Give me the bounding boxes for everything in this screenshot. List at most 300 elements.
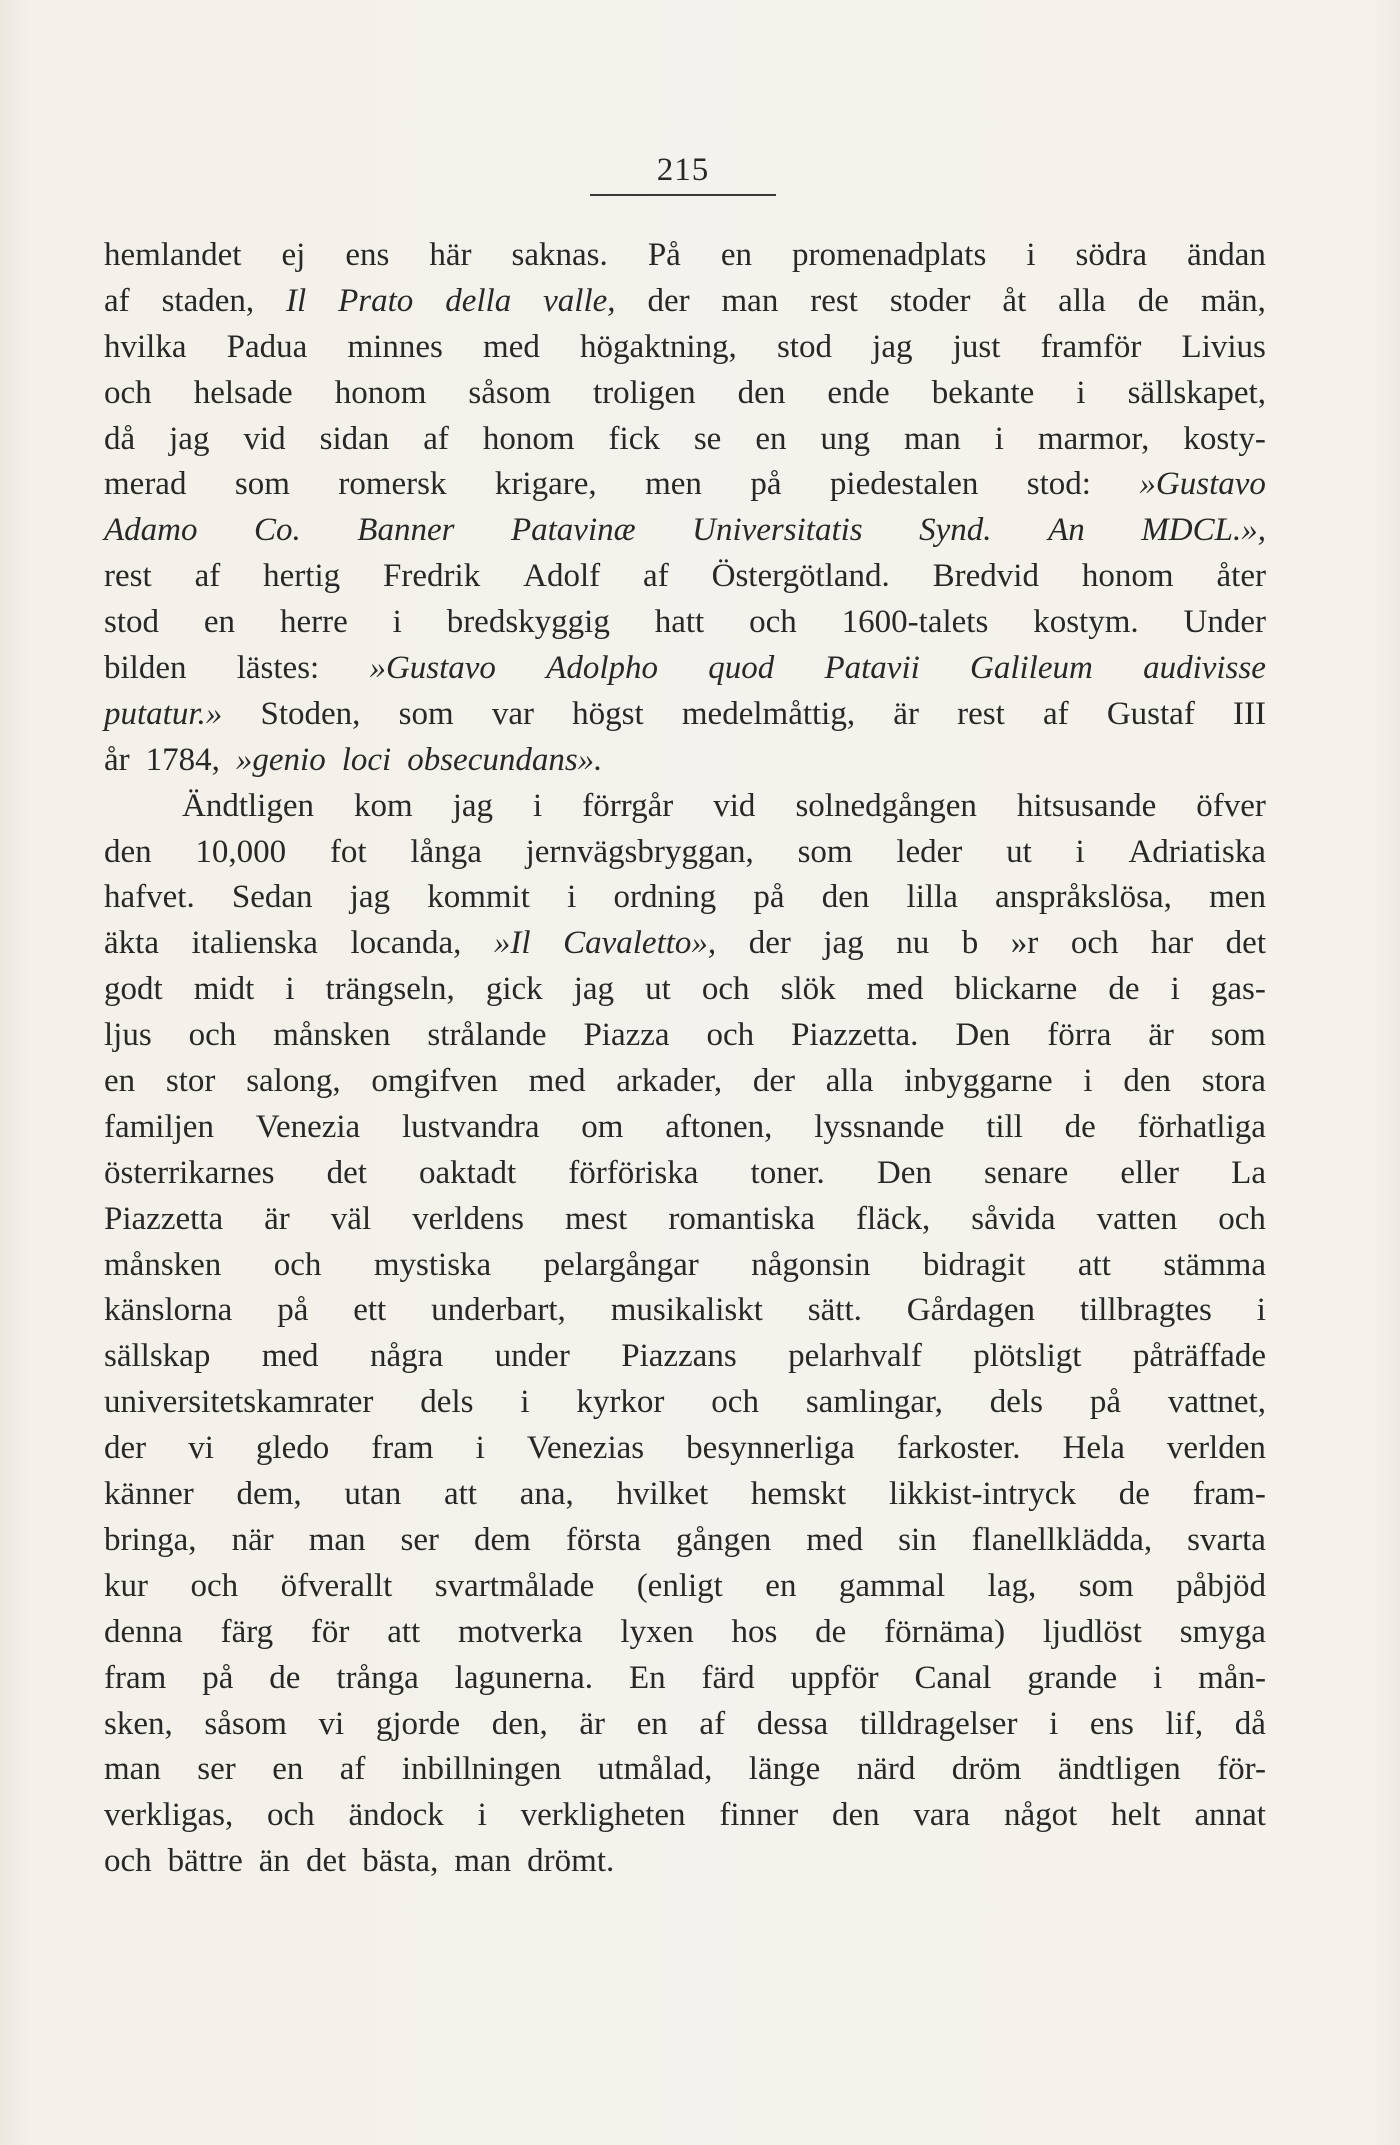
word: verlden [1166,1430,1266,1467]
text-line [104,417,1266,463]
word: gången [675,1521,772,1558]
word: Den [876,1154,932,1191]
word: jag [573,971,615,1008]
word: dröm [951,1751,1022,1788]
word: förhatliga [1137,1108,1266,1145]
word: i [1026,237,1036,273]
word: Sedan [231,879,313,916]
word: pelargångar [543,1246,699,1283]
word: har [1151,925,1194,962]
word: än [258,1843,290,1880]
word: för- [1217,1751,1266,1788]
word: solnedgången [795,787,977,824]
word: besynnerliga [686,1430,855,1467]
word: påbjöd [1176,1567,1266,1604]
text-line [104,508,1266,554]
word: vatten [1096,1200,1178,1237]
word: Gårdagen [906,1292,1036,1329]
word: på [753,879,785,916]
word: kyrkor [576,1384,665,1421]
word: den [831,1797,880,1834]
word: rest [810,282,858,319]
word: smyga [1179,1613,1266,1650]
text-line [104,554,1266,600]
word: såvida [971,1200,1056,1237]
text-line [104,1334,1266,1380]
word: de [269,1659,301,1696]
word: helsade [193,374,293,411]
word: af [423,420,449,457]
word: var [491,695,534,732]
word: de [1118,1476,1150,1513]
word: en [720,237,752,273]
word: Patavinæ [510,512,636,549]
word: södra [1075,237,1148,273]
word: »Gustavo [1139,466,1266,503]
text-line [104,738,1266,784]
word: är [1148,1017,1174,1054]
word: att [1077,1246,1111,1283]
word: jag [349,879,391,916]
word: färg [220,1613,274,1650]
word: jernvägsbryggan, [525,833,754,870]
word: Piazzetta. [791,1017,919,1054]
word: universitetskamrater [104,1384,374,1421]
word: länge [748,1751,821,1788]
word: samlingar, [805,1384,943,1421]
word: eller [1120,1154,1180,1191]
word: farkoster. [896,1430,1021,1467]
word: månsken [273,1017,391,1054]
word: åter [1216,558,1266,595]
word: inbillningen [401,1751,562,1788]
word: påträffade [1132,1338,1266,1375]
word: någonsin [751,1246,871,1283]
word: man [903,420,961,457]
word: loci [341,741,392,778]
word: omgifven [371,1063,498,1100]
word: gjorde [375,1705,461,1742]
word: Piazzetta [104,1200,224,1237]
word: stoder [889,282,971,319]
word: dels [989,1384,1043,1421]
word: lif, [1165,1705,1204,1742]
word: öfver [1196,787,1266,824]
text-line [104,1380,1266,1426]
word: Ändtligen [182,787,314,824]
word: af [643,558,669,595]
word: och [104,374,152,411]
text-line [104,784,1266,830]
page-header [590,150,776,196]
word: finner [719,1797,799,1834]
word: och [749,604,797,641]
word: färd [701,1659,755,1696]
word: Cavaletto», [563,925,717,962]
word: en [272,1751,304,1788]
word: valle, [543,282,616,319]
word: man [104,1751,161,1788]
word: några [369,1338,444,1375]
word: den [737,374,786,411]
word: ändock [348,1797,444,1834]
word: högaktning, [580,328,737,365]
word: dessa [756,1705,829,1742]
word: i [285,971,295,1008]
text-line [104,1105,1266,1151]
word: Livius [1181,328,1266,365]
word: Venezias [526,1430,645,1467]
word: jag [452,787,494,824]
word: i [1256,1292,1266,1329]
word: Il [286,282,307,319]
word: bringa, [104,1521,197,1558]
word: flanellklädda, [971,1521,1153,1558]
word: som [398,695,454,732]
word: hitsusande [1016,787,1157,824]
word: utmålad, [597,1751,713,1788]
word: stor [165,1063,216,1100]
word: plötsligt [973,1338,1082,1375]
word: Hela [1062,1430,1125,1467]
word: i [477,1797,487,1834]
word: bredskyggig [446,604,610,641]
word: sidan [319,420,390,457]
word: ens [1089,1705,1134,1742]
word: att [443,1476,477,1513]
text-line [104,692,1266,738]
text-line [104,1013,1266,1059]
word: På [647,237,681,273]
word: mystiska [373,1246,492,1283]
word: lustvandra [402,1108,540,1145]
word: III [1233,695,1266,732]
header-rule [590,194,776,196]
text-line [104,1656,1266,1702]
word: rest [104,558,152,595]
word: salong, [246,1063,341,1100]
word: Patavii [824,650,920,687]
word: hafvet. [104,879,195,916]
word: Co. [254,512,301,549]
text-line [104,1059,1266,1105]
word: leder [896,833,963,870]
word: dem, [236,1476,302,1513]
word: godt [104,971,163,1008]
word: midt [193,971,255,1008]
word: bidragit [922,1246,1026,1283]
word: Adamo [104,512,198,549]
word: framför [1040,328,1142,365]
word: Den [955,1017,1011,1054]
text-line [104,1747,1266,1793]
word: hertig [263,558,341,595]
word: med [261,1338,319,1375]
word: den, [491,1705,548,1742]
word: öfverallt [280,1567,393,1604]
word: ser [197,1751,236,1788]
word: jag [872,328,913,365]
word: men [645,466,702,503]
text-line [104,1472,1266,1518]
word: på [202,1659,234,1696]
text-line [104,462,1266,508]
word: Adriatiska [1128,833,1266,870]
word: vara [913,1797,971,1834]
word: saknas. [511,237,608,273]
text-line [104,967,1266,1013]
word: på [1089,1384,1122,1421]
word: »r [1010,925,1039,962]
word: såsom [204,1705,287,1742]
word: obsecundans». [407,741,603,778]
word: gledo [255,1430,330,1467]
word: och [273,1246,322,1283]
word: man [308,1521,366,1558]
word: kom [354,787,413,824]
word: putatur.» [104,695,223,732]
word: honom [1081,558,1174,595]
word: denna [104,1613,183,1650]
word: bästa, [362,1843,439,1880]
word: stämma [1163,1246,1266,1283]
word: lyxen [620,1613,694,1650]
word: den [104,833,152,870]
word: och [706,1017,755,1054]
text-line [104,371,1266,417]
word: i [567,879,577,916]
word: piedestalen [829,466,979,503]
word: en [765,1567,797,1604]
word: på [750,466,782,503]
word: Prato [338,282,414,319]
word: förnäma) [884,1613,1006,1650]
word: och [711,1384,759,1421]
word: ändtligen [1057,1751,1181,1788]
word: helt [1111,1797,1161,1834]
word: Piazzans [621,1338,737,1375]
text-line [104,325,1266,371]
text-line [104,600,1266,646]
word: väl [330,1200,372,1237]
word: oaktadt [419,1154,517,1191]
word: som [234,466,290,503]
word: äkta [104,925,159,962]
word: verkligas, [104,1797,234,1834]
word: Galileum [970,650,1093,687]
word: tilldragelser [859,1705,1018,1742]
word: anspråkslösa, [995,879,1172,916]
word: der [752,1063,795,1100]
word: quod [708,650,775,687]
word: kur [104,1567,148,1604]
word: MDCL.», [1141,512,1266,549]
word: det [1225,925,1266,962]
word: under [494,1338,570,1375]
word: ens [345,237,390,273]
word: på [277,1292,309,1329]
word: i [1075,833,1085,870]
word: af [339,1751,366,1788]
word: förra [1047,1017,1112,1054]
word: jag [823,925,864,962]
word: En [628,1659,666,1696]
word: »Gustavo [369,650,496,687]
word: en [755,420,787,457]
word: vi [188,1430,214,1467]
text-line [104,1702,1266,1748]
word: stod [104,604,160,641]
word: af [104,282,130,319]
word: med [806,1521,864,1558]
word: Piazza [583,1017,670,1054]
word: Banner [357,512,455,549]
body-text [104,233,1266,1885]
word: en [104,1063,136,1100]
word: i [994,420,1004,457]
word: Synd. [919,512,992,549]
word: i [533,787,543,824]
word: troligen [592,374,696,411]
word: der [104,1430,147,1467]
word: det [305,1843,347,1880]
word: och [701,971,750,1008]
word: romantiska [668,1200,815,1237]
word: inbyggarne [904,1063,1053,1100]
text-line [104,1243,1266,1289]
word: fot [329,833,367,870]
word: känslorna [104,1292,233,1329]
word: promenadplats [792,237,987,273]
word: der [748,925,791,962]
word: då [104,420,136,457]
word: de [1137,282,1169,319]
word: den [821,879,870,916]
word: annat [1194,1797,1266,1834]
word: sken, [104,1705,173,1742]
word: motverka [457,1613,583,1650]
word: vid [713,787,756,824]
word: Universitatis [692,512,863,549]
word: af [1043,695,1069,732]
word: underbart, [431,1292,566,1329]
word: närd [856,1751,916,1788]
word: och [104,1843,152,1880]
word: minnes [347,328,443,365]
word: fram- [1192,1476,1266,1513]
word: den [1123,1063,1171,1100]
text-line [104,1564,1266,1610]
text-line [104,233,1266,279]
word: är [264,1200,290,1237]
word: senare [984,1154,1069,1191]
word: honom [482,420,575,457]
word: stora [1201,1063,1266,1100]
text-line [104,1518,1266,1564]
word: verldens [412,1200,524,1237]
word: i [520,1384,530,1421]
word: med [483,328,540,365]
word: just [952,328,1001,365]
word: sällskapet, [1127,374,1266,411]
word: drömt. [527,1843,615,1880]
word: (enligt [636,1567,723,1604]
word: nu [896,925,930,962]
text-line [104,1610,1266,1656]
text-line [104,1288,1266,1334]
word: känner [104,1476,194,1513]
word: Bredvid [932,558,1039,595]
text-line [104,1793,1266,1839]
word: en [636,1705,668,1742]
word: kosty- [1183,420,1266,457]
word: förföriska [568,1154,699,1191]
word: stod: [1026,466,1091,503]
word: ordning [613,879,717,916]
word: som [797,833,853,870]
word: ut [645,971,671,1008]
word: här [429,237,472,273]
word: de [1108,971,1140,1008]
word: Adolpho [546,650,658,687]
word: alla [1058,282,1106,319]
word: marmor, [1037,420,1150,457]
word: se [693,420,722,457]
word: 1784, [145,741,220,778]
word: och [1218,1200,1266,1237]
word: månsken [104,1246,222,1283]
word: Venezia [255,1108,361,1145]
word: ett [353,1292,387,1329]
word: Stoden, [260,695,361,732]
word: der [647,282,690,319]
word: är [579,1705,605,1742]
word: i [1083,1063,1093,1100]
word: alla [825,1063,874,1100]
word: vi [318,1705,345,1742]
word: för [310,1613,350,1650]
word: verkligheten [520,1797,686,1834]
text-line [104,1197,1266,1243]
word: kostym. [1033,604,1139,641]
word: arkader, [616,1063,723,1100]
word: vid [243,420,286,457]
text-line [104,1151,1266,1197]
word: staden, [161,282,255,319]
word: grande [1027,1659,1118,1696]
word: af [194,558,221,595]
word: 1600-talets [841,604,989,641]
word: utan [344,1476,402,1513]
word: fram [104,1659,167,1696]
word: vattnet, [1167,1384,1266,1421]
text-line [104,1839,1266,1885]
word: An [1048,512,1085,549]
word: de [1064,1108,1096,1145]
word: bekante [931,374,1035,411]
word: jag [169,420,210,457]
word: La [1231,1154,1266,1191]
word: ung [820,420,870,457]
word: mest [564,1200,628,1237]
word: ej [281,237,306,273]
word: män, [1200,282,1266,319]
word: pelarhvalf [788,1338,922,1375]
word: dels [420,1384,474,1421]
word: är [893,695,919,732]
word: Östergötland. [711,558,890,595]
text-line [104,1426,1266,1472]
